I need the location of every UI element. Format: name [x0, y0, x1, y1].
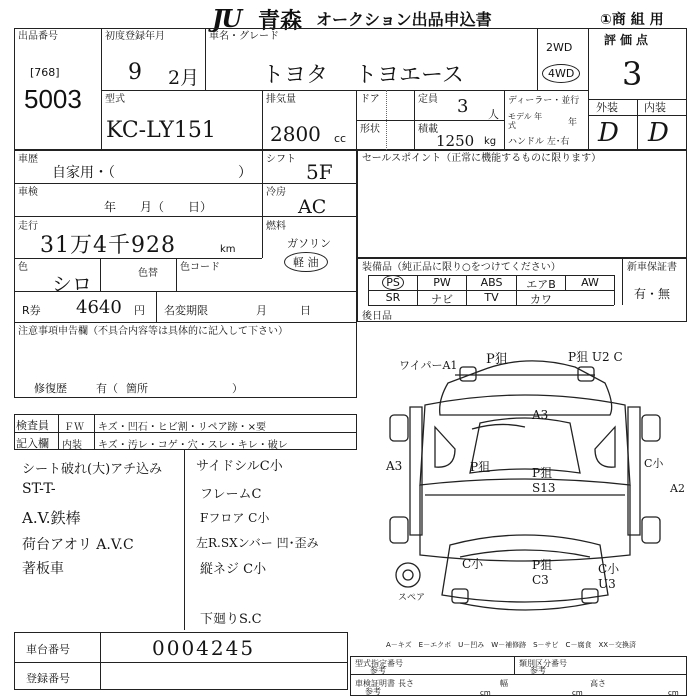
int-label: 内装: [62, 440, 82, 451]
notes-label: 注意事項申告欄（不具合内容等は具体的に記入して下さい）: [18, 326, 288, 337]
diag-label-bottom-center: P狙 C3: [532, 558, 553, 587]
recycle-unit: 円: [134, 304, 145, 317]
copy-type: ①商 組 用: [600, 12, 664, 28]
note-left-2: ST-T-: [22, 481, 56, 497]
equip-abs: ABS: [480, 276, 503, 289]
mileage-value: 31万4千928: [40, 233, 176, 258]
equip-tv: TV: [484, 291, 499, 304]
equip-aw: AW: [581, 276, 599, 289]
displacement: 2800: [270, 122, 321, 146]
inspection-date: 年 月（ 日）: [104, 200, 213, 214]
lot-code: [768]: [30, 66, 60, 79]
cert-label: 車検証明書: [355, 679, 395, 688]
color-label: 色: [18, 262, 28, 273]
equip-ps: PS: [369, 276, 417, 289]
drive-4wd: 4WD: [542, 64, 580, 83]
note-right-2: フレームC: [200, 487, 262, 502]
repair-value: 有（: [96, 382, 118, 395]
diag-label-left-p: P狙: [470, 460, 491, 474]
color-value: シロ: [52, 272, 92, 296]
warranty-label: 新車保証書: [627, 262, 677, 273]
diag-label-right-c: C小: [644, 457, 664, 470]
load-label: 積載: [418, 124, 438, 135]
width-unit: cm: [572, 689, 583, 697]
width-label: 幅: [500, 679, 508, 688]
lot-number: 5003: [24, 84, 82, 114]
shape-label: 形状: [360, 124, 380, 135]
type-designation-label: 型式指定番号: [355, 659, 403, 668]
after-delivery-label: 後日品: [362, 311, 392, 322]
fuel-gasoline: ガソリン: [287, 237, 331, 250]
first-reg-month: 2月: [168, 67, 200, 89]
length-label: 長さ: [398, 679, 414, 688]
displacement-unit: cc: [334, 132, 347, 145]
name-grade-label: 車名・グレード: [209, 31, 279, 42]
note-left-4: 荷台アオリ A.V.C: [22, 537, 134, 553]
lot-number-label: 出品番号: [18, 31, 58, 42]
height-unit: cm: [668, 689, 679, 697]
load-capacity: 1250: [436, 132, 475, 150]
car-model-name: トヨエース: [355, 63, 464, 88]
note-right-6: 下廻りS.C: [200, 612, 262, 627]
note-right-5: 縦ネジ C小: [200, 562, 267, 577]
class-number-label: 類別区分番号: [519, 659, 567, 668]
diag-label-center-p: P狙 S13: [532, 466, 556, 495]
exterior-label: 外装: [596, 101, 618, 114]
color-change-label: 色替: [138, 268, 158, 279]
capacity: 3: [457, 96, 469, 117]
interior-label: 内装: [644, 101, 666, 114]
note-left-3: A.V.鉄棒: [22, 509, 81, 527]
recycle-value: 4640: [76, 297, 122, 318]
inspection-label: 車検: [18, 187, 38, 198]
int-items: キズ・汚レ・コゲ・穴・スレ・キレ・破レ: [98, 440, 288, 451]
ac-label: 冷房: [266, 187, 286, 198]
diag-label-wiper: ワイパーA1: [399, 359, 458, 372]
score-value: 3: [622, 55, 643, 93]
inspector-label: 検査員: [16, 419, 49, 432]
color-code-label: 色コード: [180, 262, 220, 273]
capacity-unit: 人: [488, 108, 499, 121]
load-unit: kg: [484, 136, 497, 147]
history-label: 車歴: [18, 154, 38, 165]
auction-org: 青森: [258, 9, 303, 34]
mileage-label: 走行: [18, 221, 38, 232]
shift-label: シフト: [266, 154, 296, 165]
exterior-grade: D: [598, 118, 619, 148]
model-code-label: 型式: [105, 94, 125, 105]
score-label: 評価点: [604, 33, 653, 47]
frame-no-label: 車台番号: [26, 643, 70, 656]
mileage-unit: km: [220, 244, 236, 255]
frame-number: 0004245: [152, 636, 256, 660]
form-title: オークション出品申込書: [316, 10, 492, 29]
handle-label: ハンドル 左･右: [508, 137, 570, 147]
displacement-label: 排気量: [266, 94, 296, 105]
length-unit: cm: [480, 689, 491, 697]
spare-label: スペア: [398, 593, 426, 603]
diag-label-left-a3: A3: [386, 459, 403, 473]
diag-label-center-a3: A3: [532, 408, 549, 422]
entry-label: 記入欄: [16, 437, 49, 450]
fuel-label: 燃料: [266, 221, 286, 232]
diag-label-bottom-left: C小: [462, 557, 484, 571]
diag-label-top-p: P狙: [486, 352, 508, 367]
capacity-label: 定員: [418, 94, 438, 105]
name-change-label: 名変期限: [164, 304, 208, 317]
door-label: ドア: [360, 94, 380, 105]
equipment-label: 装備品（純正品に限り○をつけてください）: [362, 262, 561, 273]
dealer-label: ディーラー・並行: [508, 96, 580, 106]
cert-sub: 参考: [365, 687, 381, 696]
recycle-label: R券: [22, 304, 41, 317]
class-number-sub: 参考: [530, 666, 546, 675]
ac-value: AC: [298, 196, 327, 218]
sales-point-box: [357, 150, 687, 258]
note-left-5: 著板車: [22, 561, 64, 577]
history-value: 自家用・（: [52, 165, 115, 181]
auction-logo: JU: [212, 4, 241, 33]
equip-sr: SR: [385, 291, 401, 304]
first-reg-year: 9: [128, 60, 142, 85]
type-designation-sub: 参考: [370, 666, 386, 675]
equip-leather: カワ: [530, 293, 552, 306]
damage-legend: A－キズ E－エクボ U－凹み W－補修跡 S－サビ C－腐食 XX－交換済: [386, 641, 637, 649]
fw-items: キズ・凹石・ヒビ割・リペア跡・×要: [98, 422, 266, 433]
model-year-unit: 年: [568, 118, 578, 128]
note-left-1: シート破れ(大)アチ込み: [22, 462, 163, 477]
equip-pw: PW: [433, 276, 451, 289]
repair-label: 修復歴: [34, 382, 67, 395]
repair-place: 箇所: [126, 382, 148, 395]
note-right-1: サイドシルC小: [196, 459, 283, 474]
equip-navi: ナビ: [431, 293, 453, 306]
diag-label-right-a2: A2: [670, 482, 685, 495]
warranty-value: 有・無: [634, 287, 671, 301]
name-change-date: 月 日: [256, 304, 311, 317]
note-right-4: 左R.SXンバー 凹･歪み: [196, 536, 319, 550]
reg-no-label: 登録番号: [26, 672, 70, 685]
fw-label: ＦＷ: [64, 422, 84, 433]
diag-label-top-right: P狙 U2 C: [568, 350, 623, 364]
diag-label-bottom-right: C小 U3: [598, 562, 620, 591]
shift-value: 5F: [306, 160, 333, 184]
first-reg-label: 初度登録年月: [105, 31, 165, 42]
history-close: ）: [238, 165, 252, 181]
model-year-label: モデル 年式: [508, 112, 543, 130]
equip-airbag: エアB: [526, 278, 556, 291]
car-maker: トヨタ: [262, 63, 329, 88]
repair-close: ）: [232, 382, 243, 395]
fuel-diesel: 軽 油: [284, 252, 328, 272]
drive-2wd: 2WD: [546, 41, 573, 54]
sales-point-label: セールスポイント（正常に機能するものに限ります）: [362, 153, 602, 164]
note-right-3: Fフロア C小: [200, 511, 270, 525]
model-code: KC-LY151: [106, 118, 216, 143]
height-label: 高さ: [590, 679, 606, 688]
interior-grade: D: [648, 118, 669, 148]
